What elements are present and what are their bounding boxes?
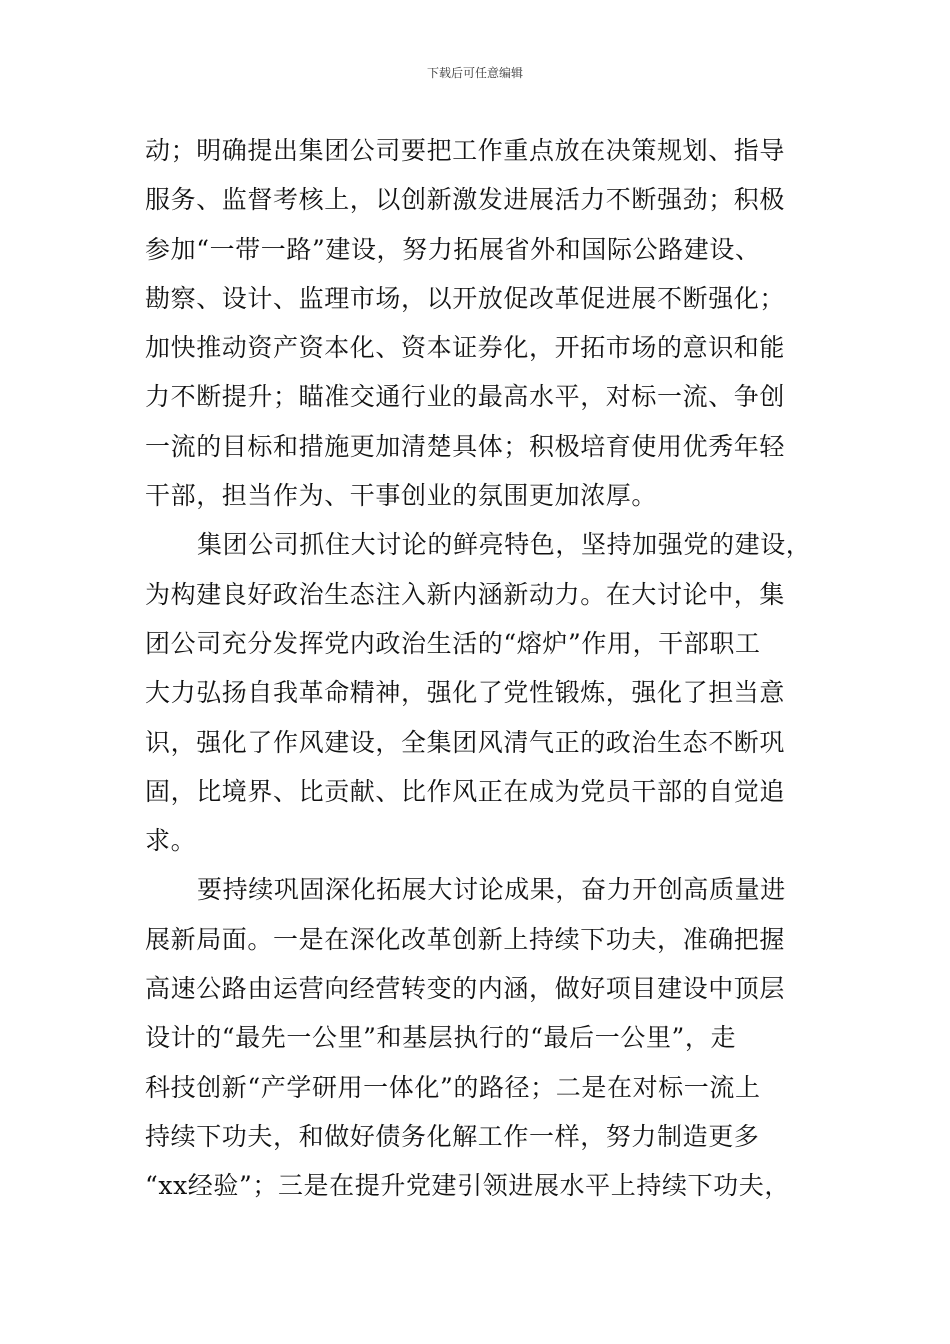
text-line: 大力弘扬自我革命精神，强化了党性锻炼，强化了担当意 — [145, 678, 786, 708]
text-line: “xx经验”；三是在提升党建引领进展水平上持续下功夫， — [145, 1171, 790, 1201]
text-line: 服务、监督考核上，以创新激发进展活力不断强劲；积极 — [145, 185, 786, 215]
text-line: 动；明确提出集团公司要把工作重点放在决策规划、指导 — [145, 136, 786, 165]
text-line: 识，强化了作风建设，全集团风清气正的政治生态不断巩 — [145, 727, 786, 757]
document-body — [145, 126, 815, 1211]
text-line: 参加“一带一路”建设，努力拓展省外和国际公路建设、 — [145, 234, 761, 264]
text-line: 力不断提升；瞄准交通行业的最高水平，对标一流、争创 — [145, 382, 786, 412]
text-line: 科技创新“产学研用一体化”的路径；二是在对标一流上 — [145, 1072, 761, 1102]
text-line: 为构建良好政治生态注入新内涵新动力。在大讨论中，集 — [145, 579, 786, 609]
page-header-note: 下载后可任意编辑 — [426, 66, 523, 80]
text-line: 干部，担当作为、干事创业的氛围更加浓厚。 — [145, 481, 658, 511]
text-line: 展新局面。一是在深化改革创新上持续下功夫，准确把握 — [145, 924, 786, 954]
paragraph-start-line: 集团公司抓住大讨论的鲜亮特色，坚持加强党的建设， — [197, 530, 812, 560]
text-line: 固，比境界、比贡献、比作风正在成为党员干部的自觉追 — [145, 776, 786, 806]
text-line: 一流的目标和措施更加清楚具体；积极培育使用优秀年轻 — [145, 431, 786, 461]
text-line: 勘察、设计、监理市场，以开放促改革促进展不断强化； — [145, 283, 786, 313]
text-line: 求。 — [145, 826, 197, 856]
text-line: 高速公路由运营向经营转变的内涵，做好项目建设中顶层 — [145, 974, 786, 1004]
paragraph-start-line: 要持续巩固深化拓展大讨论成果，奋力开创高质量进 — [197, 875, 786, 905]
text-line: 团公司充分发挥党内政治生活的“熔炉”作用，干部职工 — [145, 628, 761, 658]
text-line: 设计的“最先一公里”和基层执行的“最后一公里”，走 — [145, 1023, 737, 1053]
text-line: 加快推动资产资本化、资本证券化，开拓市场的意识和能 — [145, 333, 786, 363]
text-line: 持续下功夫，和做好债务化解工作一样，努力制造更多 — [145, 1121, 760, 1151]
